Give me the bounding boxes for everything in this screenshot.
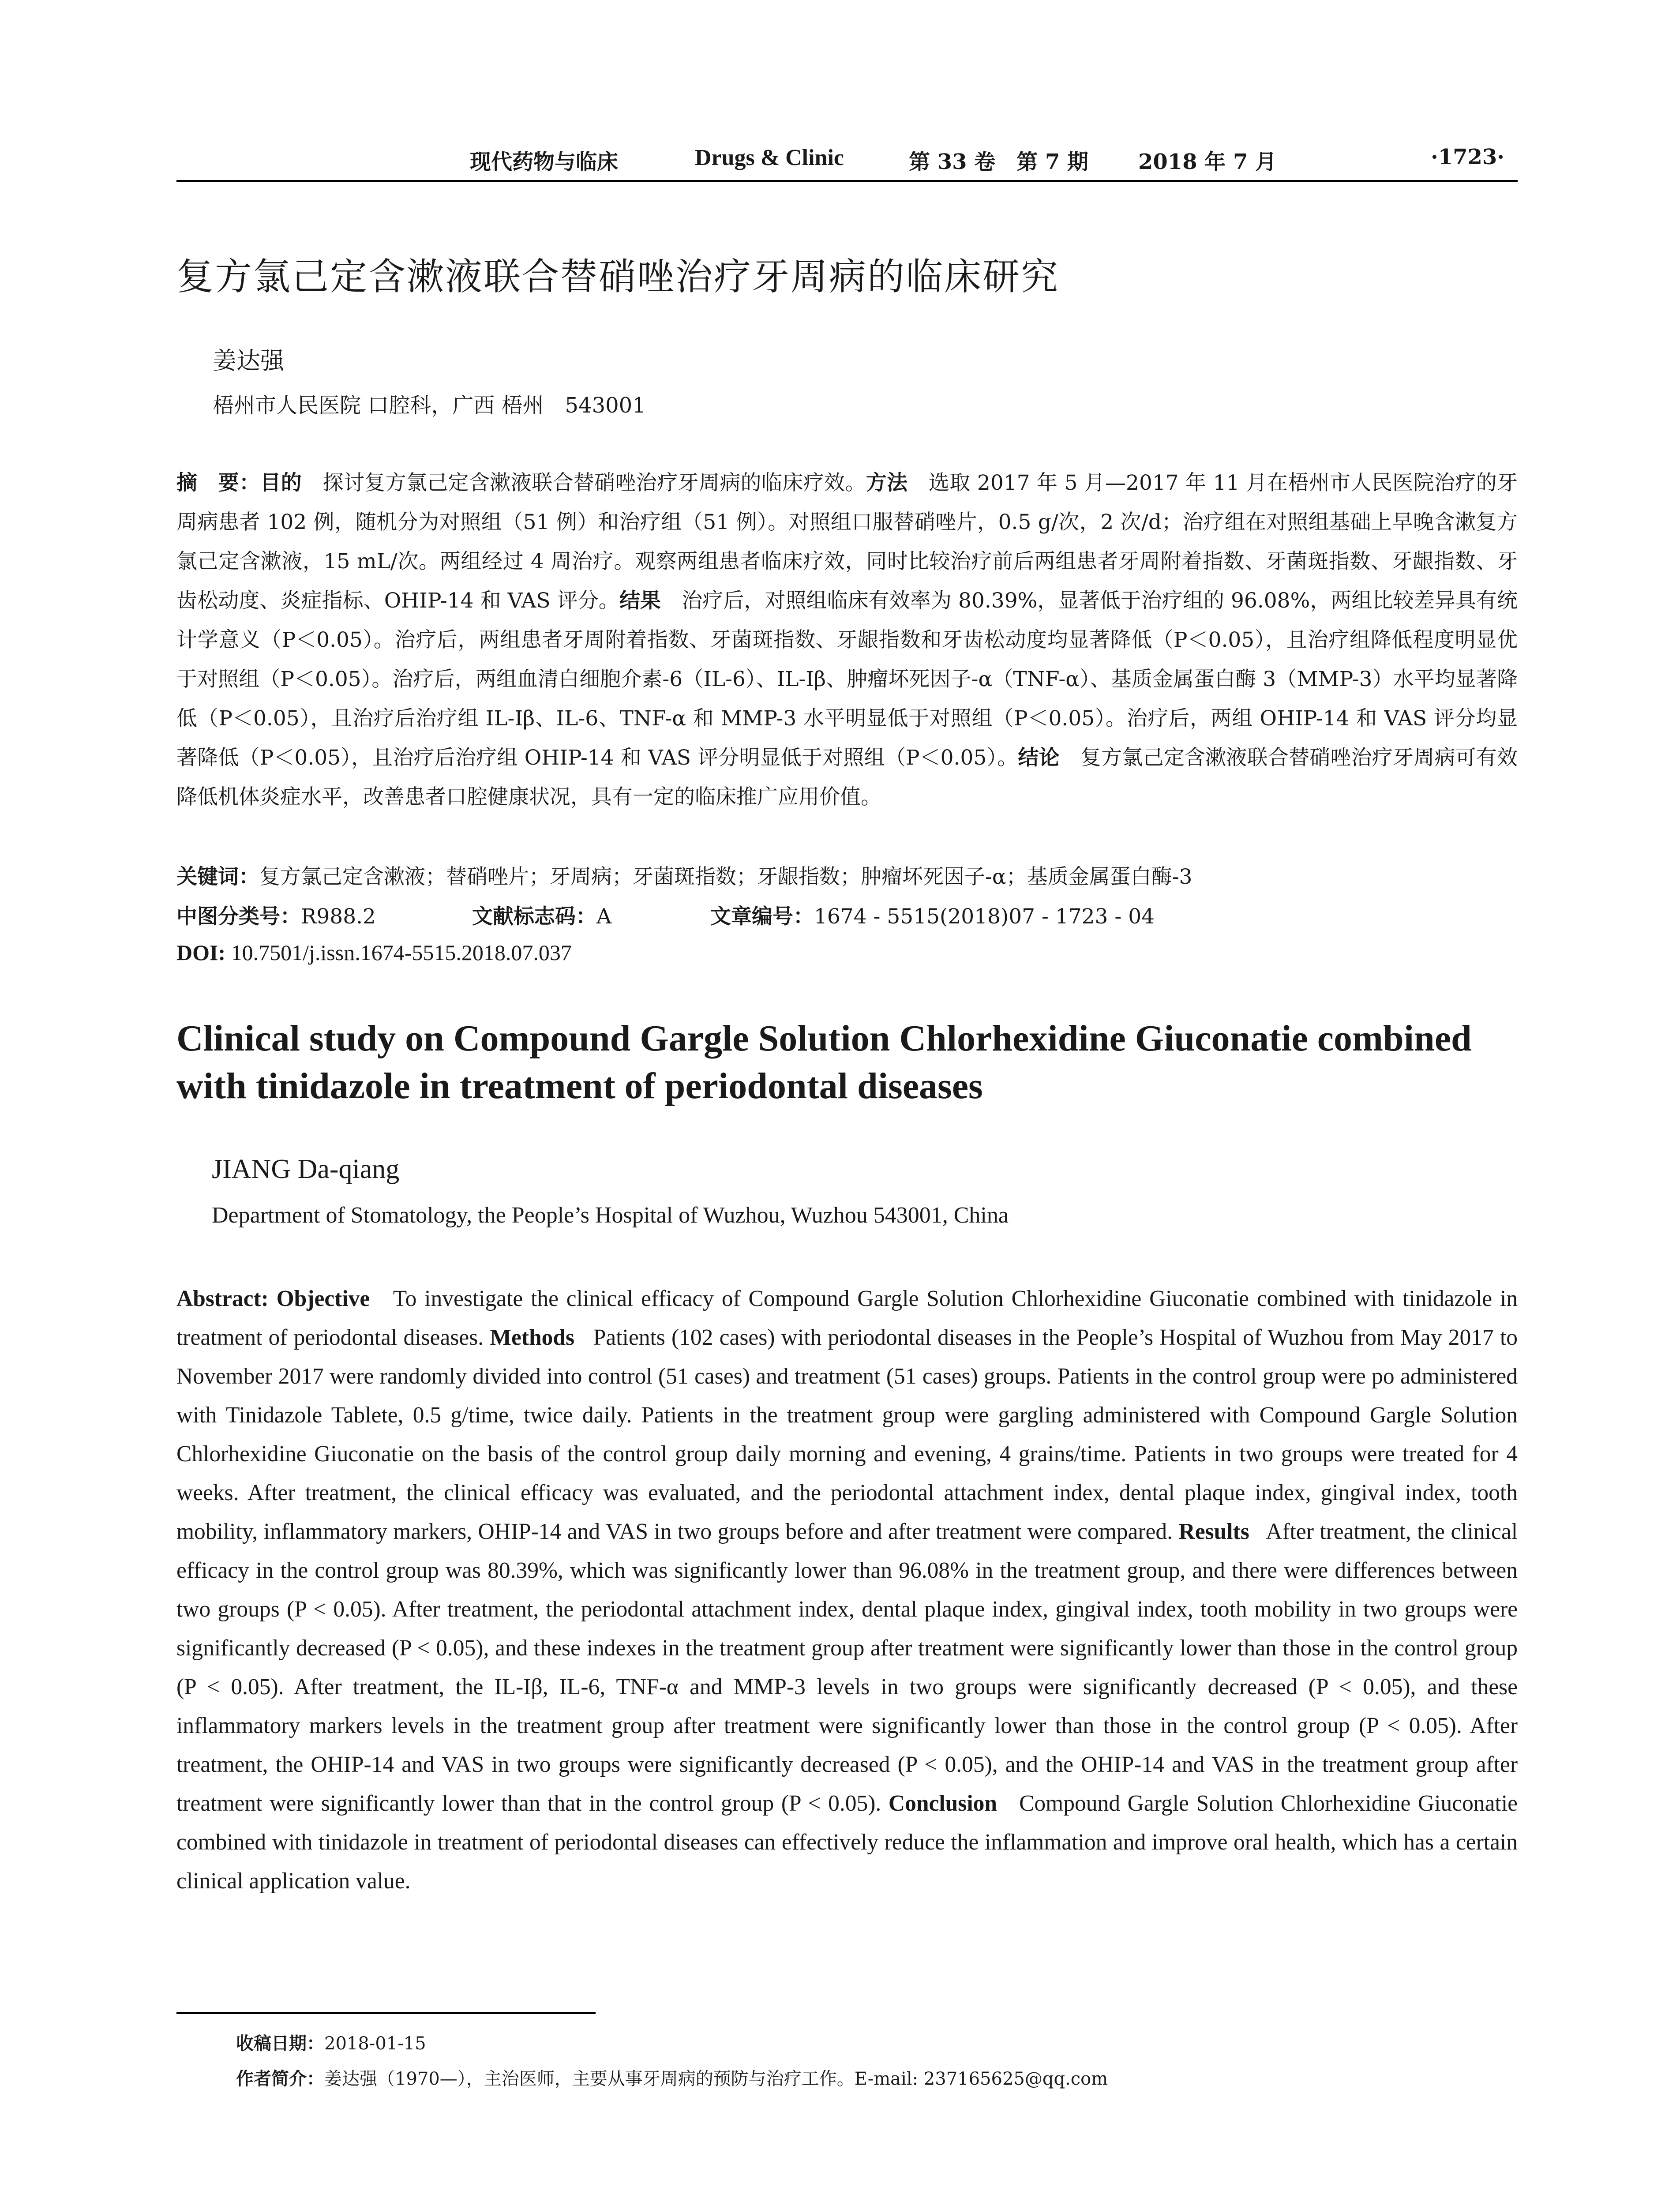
objective-text-cn: 探讨复方氯己定含漱液联合替硝唑治疗牙周病的临床疗效。 [322,471,866,495]
received-date [236,2030,426,2055]
bio-label: 作者简介： [236,2069,324,2089]
methods-label-cn: 方法 [866,471,908,495]
article-title-en: Clinical study on Compound Gargle Solution Chlorhexidine Giuconatie combined with tinidazole in treatment of periodontal diseases [176,1018,1472,1107]
conclusion-label-en: Conclusion [888,1791,998,1816]
footnote-divider [176,2012,596,2014]
keywords-text: 复方氯己定含漱液；替硝唑片；牙周病；牙菌斑指数；牙龈指数；肿瘤坏死因子-α；基质金属蛋白酶-3 [259,865,1192,889]
abstract-label-cn: 摘 要： [176,471,260,495]
doi-label: DOI: [176,940,226,965]
conclusion-text-cn: 复方氯己定含漱液联合替硝唑治疗牙周病可有效降低机体炎症水平，改善患者口腔健康状况，具有一定的临床推广应用价值。 [176,746,1518,809]
issue-date: 2018 年 7 月 [1138,150,1277,174]
doi-link[interactable]: 10.7501/j.issn.1674-5515.2018.07.037 [231,940,572,965]
article-title-cn: 复方氯己定含漱液联合替硝唑治疗牙周病的临床研究 [176,255,1060,298]
journal-name-en: Drugs & Clinic [695,145,844,170]
results-label-cn: 结果 [619,589,661,613]
received-value: 2018-01-15 [324,2033,426,2054]
abstract-en [176,1279,1518,1901]
affiliation-en: Department of Stomatology, the People’s Hospital of Wuzhou, Wuzhou 543001, China [212,1203,1009,1228]
methods-label-en: Methods [490,1325,575,1350]
objective-text-en: To investigate the clinical efficacy of Compound Gargle Solution Chlorhexidine Giuconatie combined with tinidazole in treatment of periodontal diseases. [176,1286,1518,1350]
conclusion-label-cn: 结论 [1018,746,1060,770]
page-number: ·1723· [1430,145,1504,169]
author-bio [236,2065,1108,2090]
author-cn: 姜达强 [213,347,284,375]
objective-label-cn: 目的 [260,471,302,495]
document-code: A [596,904,611,929]
document-code-label: 文献标志码： [472,904,596,929]
article-number-label: 文章编号： [710,904,814,929]
abstract-cn [176,463,1518,817]
affiliation-cn: 梧州市人民医院 口腔科，广西 梧州 543001 [213,393,646,418]
clc-label: 中图分类号： [176,904,301,929]
results-label-en: Results [1178,1519,1249,1544]
article-number: 1674 - 5515(2018)07 - 1723 - 04 [814,904,1155,929]
methods-text-cn: 选取 2017 年 5 月—2017 年 11 月在梧州市人民医院治疗的牙周病患者 102 例，随机分为对照组（51 例）和治疗组（51 例）。对照组口服替硝唑片，0.5 g/次，2 次/d；治疗组在对照组基础上早晚含漱复方氯己定含漱液，15 mL/次。两组经过 4 周治疗。观察两组患者临床疗效，同时比较治疗前后两组患者牙周附着指数、牙菌斑指数、牙龈指数、牙齿松动度、炎症指标、OHIP-14 和 VAS 评分。 [176,471,1518,613]
abstract-label-en: Abstract: [176,1286,269,1311]
doi-line [176,940,572,965]
results-text-en: After treatment, the clinical efficacy in the control group was 80.39%, which was significantly lower than 96.08% in the treatment group, and there were differences between two groups (P < 0.05). After treatment, the periodontal attachment index, dental plaque index, gingival index, tooth mobility in two groups were significantly decreased (P < 0.05), and these indexes in the treatment group after treatment were significantly lower than those in the control group (P < 0.05). After treatment, the IL-Iβ, IL-6, TNF-α and MMP-3 levels in two groups were significantly decreased (P < 0.05), and these inflammatory markers levels in the treatment group after treatment were significantly lower than those in the control group (P < 0.05). After treatment, the OHIP-14 and VAS in two groups were significantly decreased (P < 0.05), and the OHIP-14 and VAS in the treatment group after treatment were significantly lower than that in the control group (P < 0.05). [176,1519,1518,1816]
results-text-cn: 治疗后，对照组临床有效率为 80.39%，显著低于治疗组的 96.08%，两组比较差异具有统计学意义（P＜0.05）。治疗后，两组患者牙周附着指数、牙菌斑指数、牙龈指数和牙齿松动度均显著降低（P＜0.05），且治疗组降低程度明显优于对照组（P＜0.05）。治疗后，两组血清白细胞介素-6（IL-6）、IL-Iβ、肿瘤坏死因子-α（TNF-α）、基质金属蛋白酶 3（MMP-3）水平均显著降低（P＜0.05），且治疗后治疗组 IL-Iβ、IL-6、TNF-α 和 MMP-3 水平明显低于对照组（P＜0.05）。治疗后，两组 OHIP-14 和 VAS 评分均显著降低（P＜0.05），且治疗后治疗组 OHIP-14 和 VAS 评分明显低于对照组（P＜0.05）。 [176,589,1518,770]
clc-code: R988.2 [301,904,376,929]
running-header [176,140,1518,182]
volume-issue: 第 33 卷 第 7 期 [909,150,1089,174]
bio-text: 姜达强（1970—），主治医师，主要从事牙周病的预防与治疗工作。E-mail: 237165625@qq.com [324,2069,1108,2089]
keywords-label: 关键词： [176,865,259,889]
objective-label-en: Objective [276,1286,370,1311]
conclusion-text-en: Compound Gargle Solution Chlorhexidine Giuconatie combined with tinidazole in treatment of periodontal diseases can effectively reduce the inflammation and improve oral health, which has a certain clinical application value. [176,1791,1518,1894]
received-label: 收稿日期： [236,2033,324,2054]
methods-text-en: Patients (102 cases) with periodontal diseases in the People’s Hospital of Wuzhou from May 2017 to November 2017 were randomly divided into control (51 cases) and treatment (51 cases) groups. Patients in the control group were po administered with Tinidazole Tablete, 0.5 g/time, twice daily. Patients in the treatment group were gargling administered with Compound Gargle Solution Chlorhexidine Giuconatie on the basis of the control group daily morning and evening, 4 grains/time. Patients in two groups were treated for 4 weeks. After treatment, the clinical efficacy was evaluated, and the periodontal attachment index, dental plaque index, gingival index, tooth mobility, inflammatory markers, OHIP-14 and VAS in two groups before and after treatment were compared. [176,1325,1518,1544]
journal-name-cn: 现代药物与临床 [470,150,619,174]
keywords-cn [176,860,1192,890]
classification-line [176,900,1155,930]
author-en: JIANG Da-qiang [212,1154,400,1184]
